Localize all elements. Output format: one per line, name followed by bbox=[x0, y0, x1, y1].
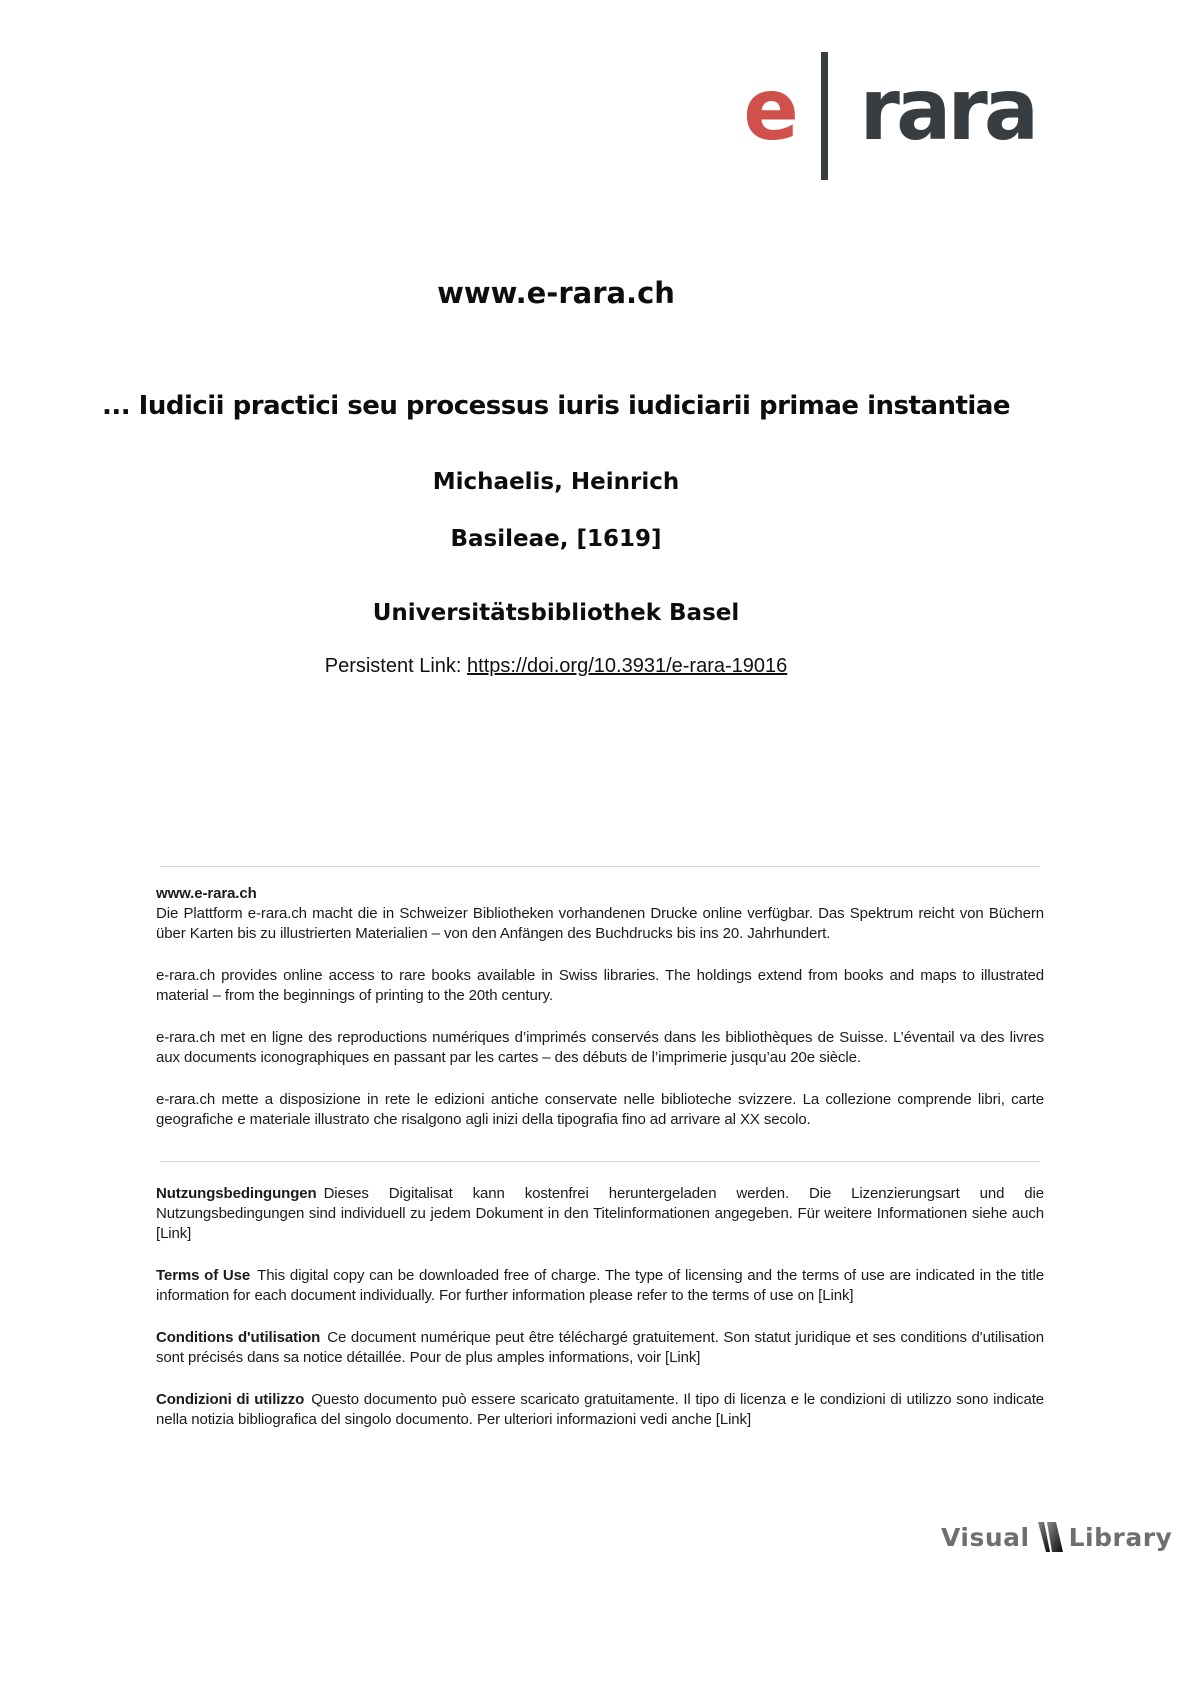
terms-label-fr: Conditions d'utilisation bbox=[156, 1329, 321, 1346]
terms-text-en: This digital copy can be downloaded free of charge. The type of licensing and the terms of use are indicated in the title information for each document individually. For further information please refer to the terms of use on [Link] bbox=[156, 1267, 1044, 1304]
about-text-it: e-rara.ch mette a disposizione in rete le edizioni antiche conservate nelle biblioteche svizzere. La collezione comprende libri, carte geografiche e materiale illustrato che risalgono agli inizi della tipografia fino ad arrivare al XX secolo. bbox=[156, 1091, 1044, 1128]
terms-paragraph-fr bbox=[156, 1328, 1044, 1368]
terms-section bbox=[156, 1184, 1044, 1430]
about-text-en: e-rara.ch provides online access to rare books available in Swiss libraries. The holdings extend from books and maps to illustrated material – from the beginnings of printing to the 20th century. bbox=[156, 967, 1044, 1004]
persistent-link[interactable]: https://doi.org/10.3931/e-rara-19016 bbox=[467, 655, 788, 677]
persistent-link-label: Persistent Link: bbox=[324, 655, 468, 677]
about-text-de: Die Plattform e-rara.ch macht die in Schweizer Bibliotheken vorhandenen Drucke online verfügbar. Das Spektrum reicht von Büchern über Karten bis zu illustrierten Materialien – von den Anfängen des Buchdrucks bis ins 20. Jahrhundert. bbox=[156, 905, 1044, 942]
terms-paragraph-it bbox=[156, 1390, 1044, 1430]
terms-paragraph-de bbox=[156, 1184, 1044, 1244]
terms-label-de: Nutzungsbedingungen bbox=[156, 1185, 317, 1202]
holding-library: Universitätsbibliothek Basel bbox=[372, 600, 740, 626]
about-paragraph-it bbox=[156, 1090, 1044, 1130]
visual-library-word-library: Library bbox=[1068, 1522, 1173, 1552]
logo-divider-bar bbox=[821, 52, 828, 180]
visual-library-logo bbox=[941, 1522, 1172, 1552]
about-paragraph-fr bbox=[156, 1028, 1044, 1068]
document-title: ... Iudicii practici seu processus iuris iudiciarii primae instantiae bbox=[101, 391, 1011, 421]
terms-text-de: Dieses Digitalisat kann kostenfrei heruntergeladen werden. Die Lizenzierungsart und die Nutzungsbedingungen sind individuell zu jedem Dokument in den Titelinformationen angegeben. Für weitere Informationen siehe auch [Link] bbox=[156, 1185, 1044, 1242]
e-rara-wordmark: rara bbox=[859, 60, 1036, 160]
visual-library-word-visual: Visual bbox=[941, 1522, 1030, 1552]
about-text-fr: e-rara.ch met en ligne des reproductions numériques d’imprimés conservés dans les bibliothèques de Suisse. L’éventail va des livres aux documents iconographiques en passant par les cartes – des débuts de l’imprimerie jusqu’au 20e siècle. bbox=[156, 1029, 1044, 1066]
divider bbox=[160, 1161, 1040, 1162]
terms-text-fr: Ce document numérique peut être téléchargé gratuitement. Son statut juridique et ses conditions d'utilisation sont précisés dans sa notice détaillée. Pour de plus amples informations, voir [Link] bbox=[156, 1329, 1044, 1366]
terms-label-en: Terms of Use bbox=[156, 1267, 251, 1284]
persistent-link-line bbox=[0, 655, 1112, 678]
divider bbox=[160, 866, 1040, 867]
visual-library-mark-icon bbox=[1037, 1522, 1064, 1552]
about-paragraph-de bbox=[156, 884, 1044, 944]
document-imprint: Basileae, [1619] bbox=[450, 526, 662, 552]
about-heading: www.e-rara.ch bbox=[156, 885, 257, 902]
about-paragraph-en bbox=[156, 966, 1044, 1006]
about-section bbox=[156, 884, 1044, 1130]
site-heading: www.e-rara.ch bbox=[437, 276, 675, 310]
terms-paragraph-en bbox=[156, 1266, 1044, 1306]
terms-text-it: Questo documento può essere scaricato gratuitamente. Il tipo di licenza e le condizioni di utilizzo sono indicate nella notizia bibliografica del singolo documento. Per ulteriori informazioni vedi anche [Link] bbox=[156, 1391, 1045, 1428]
terms-label-it: Condizioni di utilizzo bbox=[156, 1391, 305, 1408]
document-author: Michaelis, Heinrich bbox=[432, 469, 680, 495]
e-rara-logo bbox=[742, 52, 1040, 180]
e-rara-e-icon: e bbox=[743, 60, 797, 160]
